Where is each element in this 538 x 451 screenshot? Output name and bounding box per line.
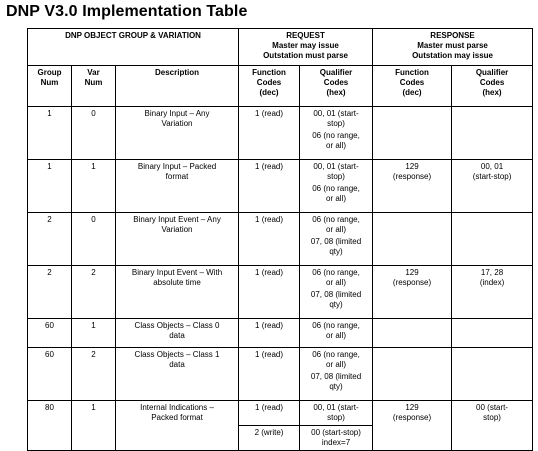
req-qualifier-line: or all) bbox=[326, 278, 347, 287]
resp-qualifier-line: 00, 01 bbox=[480, 162, 504, 171]
col-description-text: Description bbox=[155, 68, 200, 77]
resp-function-line: (response) bbox=[392, 413, 432, 422]
req-qualifier-line: 06 (no range, bbox=[312, 184, 360, 193]
req-qualifier-cell bbox=[300, 319, 373, 348]
column-header-row bbox=[28, 66, 533, 107]
table-row bbox=[28, 319, 533, 348]
col-req-function-line: Codes bbox=[256, 78, 282, 87]
req-qualifier-line: 06 (no range, bbox=[312, 215, 360, 224]
request-header bbox=[239, 29, 373, 66]
req-qualifier-line: 07, 08 (limited bbox=[310, 290, 362, 299]
req-function-line: 1 (read) bbox=[255, 350, 284, 359]
var-num-text: 2 bbox=[91, 268, 96, 277]
req-qualifier-line: stop) bbox=[327, 413, 345, 422]
description-line: Variation bbox=[161, 225, 193, 234]
req-function-cell-extra bbox=[239, 426, 300, 451]
resp-function-line: (response) bbox=[392, 172, 432, 181]
group-num-cell bbox=[28, 401, 72, 451]
col-req-qualifier bbox=[300, 66, 373, 107]
object-group-header bbox=[28, 29, 239, 66]
req-qualifier-entry bbox=[301, 162, 371, 182]
req-qualifier-cell-extra bbox=[300, 426, 373, 451]
req-qualifier-line: or all) bbox=[326, 141, 347, 150]
resp-qualifier-cell bbox=[452, 160, 533, 213]
resp-qualifier-cell bbox=[452, 319, 533, 348]
description-line: data bbox=[169, 360, 185, 369]
req-qualifier-cell bbox=[300, 266, 373, 319]
req-function-line: 2 (write) bbox=[254, 428, 284, 437]
group-num-text: 1 bbox=[47, 109, 52, 118]
resp-qualifier-cell bbox=[452, 266, 533, 319]
col-req-function-line: Function bbox=[252, 68, 286, 77]
col-req-function bbox=[239, 66, 300, 107]
table-row bbox=[28, 213, 533, 266]
group-num-cell bbox=[28, 107, 72, 160]
description-cell bbox=[116, 266, 239, 319]
var-num-cell bbox=[72, 213, 116, 266]
col-req-qualifier-line: Codes bbox=[323, 78, 349, 87]
description-line: Binary Input – Any bbox=[144, 109, 210, 118]
req-qualifier-entry bbox=[301, 290, 371, 310]
group-num-cell bbox=[28, 266, 72, 319]
description-line: data bbox=[169, 331, 185, 340]
resp-qualifier-cell bbox=[452, 401, 533, 451]
req-qualifier-entry bbox=[301, 184, 371, 204]
req-qualifier-entry bbox=[301, 237, 371, 257]
group-num-cell bbox=[28, 348, 72, 401]
page-title: DNP V3.0 Implementation Table bbox=[6, 3, 248, 20]
group-num-text: 1 bbox=[47, 162, 52, 171]
col-resp-function bbox=[373, 66, 452, 107]
req-qualifier-line: qty) bbox=[329, 247, 343, 256]
resp-qualifier-cell bbox=[452, 107, 533, 160]
var-num-cell bbox=[72, 266, 116, 319]
description-cell bbox=[116, 348, 239, 401]
req-qualifier-line: or all) bbox=[326, 225, 347, 234]
req-function-line: 1 (read) bbox=[255, 215, 284, 224]
req-function-cell bbox=[239, 266, 300, 319]
description-line: format bbox=[165, 172, 189, 181]
table-row bbox=[28, 266, 533, 319]
resp-qualifier-line: 00 (start- bbox=[476, 403, 509, 412]
req-function-cell bbox=[239, 348, 300, 401]
col-description bbox=[116, 66, 239, 107]
response-title: RESPONSE bbox=[430, 31, 475, 40]
req-qualifier-line: 06 (no range, bbox=[312, 321, 360, 330]
req-qualifier-entry bbox=[301, 109, 371, 129]
description-line: absolute time bbox=[153, 278, 201, 287]
col-group-num bbox=[28, 66, 72, 107]
req-qualifier-line: 06 (no range, bbox=[312, 268, 360, 277]
var-num-text: 1 bbox=[91, 162, 96, 171]
table-row bbox=[28, 160, 533, 213]
description-line: Internal Indications – bbox=[140, 403, 214, 412]
resp-function-line: (response) bbox=[392, 278, 432, 287]
var-num-cell bbox=[72, 401, 116, 451]
col-var-num bbox=[72, 66, 116, 107]
resp-qualifier-line: (index) bbox=[479, 278, 505, 287]
request-line2: Outstation must parse bbox=[263, 51, 348, 60]
table-row bbox=[28, 401, 533, 426]
req-function-line: 1 (read) bbox=[255, 109, 284, 118]
resp-qualifier-cell bbox=[452, 348, 533, 401]
resp-qualifier-line: stop) bbox=[483, 413, 501, 422]
response-header bbox=[373, 29, 533, 66]
req-function-cell bbox=[239, 319, 300, 348]
col-var-num-line: Num bbox=[84, 78, 103, 87]
req-qualifier-line: or all) bbox=[326, 360, 347, 369]
req-qualifier-cell bbox=[300, 160, 373, 213]
req-qualifier-line: index=7 bbox=[321, 438, 351, 447]
table-row bbox=[28, 107, 533, 160]
col-resp-function-line: Function bbox=[395, 68, 429, 77]
resp-function-line: 129 bbox=[405, 268, 419, 277]
var-num-cell bbox=[72, 160, 116, 213]
group-num-cell bbox=[28, 213, 72, 266]
resp-function-cell bbox=[373, 348, 452, 401]
req-qualifier-entry bbox=[301, 268, 371, 288]
req-qualifier-cell bbox=[300, 107, 373, 160]
var-num-text: 0 bbox=[91, 109, 96, 118]
req-qualifier-line: stop) bbox=[327, 172, 345, 181]
group-num-text: 2 bbox=[47, 215, 52, 224]
req-qualifier-line: 00, 01 (start- bbox=[313, 162, 359, 171]
description-cell bbox=[116, 160, 239, 213]
description-line: Binary Input Event – With bbox=[131, 268, 223, 277]
req-qualifier-line: 07, 08 (limited bbox=[310, 237, 362, 246]
req-function-cell bbox=[239, 213, 300, 266]
object-group-header-text: DNP OBJECT GROUP & VARIATION bbox=[65, 31, 201, 40]
col-req-qualifier-line: (hex) bbox=[326, 88, 346, 97]
description-line: Variation bbox=[161, 119, 193, 128]
group-num-text: 2 bbox=[47, 268, 52, 277]
req-qualifier-line: 00, 01 (start- bbox=[313, 403, 359, 412]
description-cell bbox=[116, 401, 239, 451]
req-qualifier-line: 00 (start-stop) bbox=[311, 428, 361, 437]
req-qualifier-line: or all) bbox=[326, 194, 347, 203]
req-qualifier-line: 07, 08 (limited bbox=[310, 372, 362, 381]
col-resp-function-line: Codes bbox=[399, 78, 425, 87]
response-line1: Master must parse bbox=[417, 41, 488, 50]
resp-function-cell bbox=[373, 266, 452, 319]
req-qualifier-line: 06 (no range, bbox=[312, 131, 360, 140]
table-body bbox=[28, 107, 533, 451]
request-title: REQUEST bbox=[286, 31, 325, 40]
resp-function-line: 129 bbox=[405, 162, 419, 171]
resp-function-cell bbox=[373, 401, 452, 451]
description-line: Class Objects – Class 1 bbox=[134, 350, 220, 359]
var-num-text: 0 bbox=[91, 215, 96, 224]
req-qualifier-entry bbox=[301, 350, 371, 370]
description-cell bbox=[116, 107, 239, 160]
req-qualifier-line: or all) bbox=[326, 331, 347, 340]
req-qualifier-line: 00, 01 (start- bbox=[313, 109, 359, 118]
description-line: Binary Input Event – Any bbox=[133, 215, 221, 224]
group-num-text: 60 bbox=[45, 350, 54, 359]
req-function-line: 1 (read) bbox=[255, 321, 284, 330]
description-line: Class Objects – Class 0 bbox=[134, 321, 220, 330]
col-resp-qualifier-line: Qualifier bbox=[475, 68, 509, 77]
req-qualifier-cell bbox=[300, 348, 373, 401]
resp-function-cell bbox=[373, 319, 452, 348]
resp-function-line: 129 bbox=[405, 403, 419, 412]
group-num-cell bbox=[28, 319, 72, 348]
group-num-text: 60 bbox=[45, 321, 54, 330]
var-num-text: 2 bbox=[91, 350, 96, 359]
var-num-text: 1 bbox=[91, 403, 96, 412]
var-num-text: 1 bbox=[91, 321, 96, 330]
resp-function-cell bbox=[373, 107, 452, 160]
req-qualifier-cell bbox=[300, 213, 373, 266]
req-qualifier-entry bbox=[301, 372, 371, 392]
group-num-cell bbox=[28, 160, 72, 213]
description-cell bbox=[116, 319, 239, 348]
resp-function-cell bbox=[373, 213, 452, 266]
col-group-num-line: Group bbox=[37, 68, 62, 77]
req-function-cell bbox=[239, 160, 300, 213]
var-num-cell bbox=[72, 107, 116, 160]
req-function-cell bbox=[239, 401, 300, 426]
col-resp-qualifier-line: (hex) bbox=[482, 88, 502, 97]
req-qualifier-line: 06 (no range, bbox=[312, 350, 360, 359]
col-resp-qualifier bbox=[452, 66, 533, 107]
var-num-cell bbox=[72, 348, 116, 401]
req-function-cell bbox=[239, 107, 300, 160]
req-qualifier-line: stop) bbox=[327, 119, 345, 128]
col-resp-qualifier-line: Codes bbox=[479, 78, 505, 87]
col-req-qualifier-line: Qualifier bbox=[319, 68, 353, 77]
resp-function-cell bbox=[373, 160, 452, 213]
description-line: Packed format bbox=[151, 413, 203, 422]
var-num-cell bbox=[72, 319, 116, 348]
request-line1: Master may issue bbox=[272, 41, 339, 50]
response-line2: Outstation may issue bbox=[412, 51, 493, 60]
description-line: Binary Input – Packed bbox=[137, 162, 217, 171]
col-var-num-line: Var bbox=[87, 68, 100, 77]
resp-qualifier-line: 17, 28 bbox=[480, 268, 504, 277]
col-group-num-line: Num bbox=[40, 78, 59, 87]
implementation-table bbox=[27, 28, 533, 451]
resp-qualifier-cell bbox=[452, 213, 533, 266]
req-qualifier-line: qty) bbox=[329, 300, 343, 309]
req-qualifier-entry bbox=[301, 321, 371, 341]
req-qualifier-entry bbox=[301, 131, 371, 151]
group-num-text: 80 bbox=[45, 403, 54, 412]
req-qualifier-entry bbox=[301, 215, 371, 235]
req-qualifier-cell bbox=[300, 401, 373, 426]
req-function-line: 1 (read) bbox=[255, 162, 284, 171]
req-function-line: 1 (read) bbox=[255, 268, 284, 277]
section-header-row bbox=[28, 29, 533, 66]
col-resp-function-line: (dec) bbox=[402, 88, 422, 97]
resp-qualifier-line: (start-stop) bbox=[472, 172, 512, 181]
table-row bbox=[28, 348, 533, 401]
req-qualifier-entry bbox=[301, 403, 371, 423]
col-req-function-line: (dec) bbox=[259, 88, 279, 97]
req-qualifier-line: qty) bbox=[329, 382, 343, 391]
req-function-line: 1 (read) bbox=[255, 403, 284, 412]
description-cell bbox=[116, 213, 239, 266]
